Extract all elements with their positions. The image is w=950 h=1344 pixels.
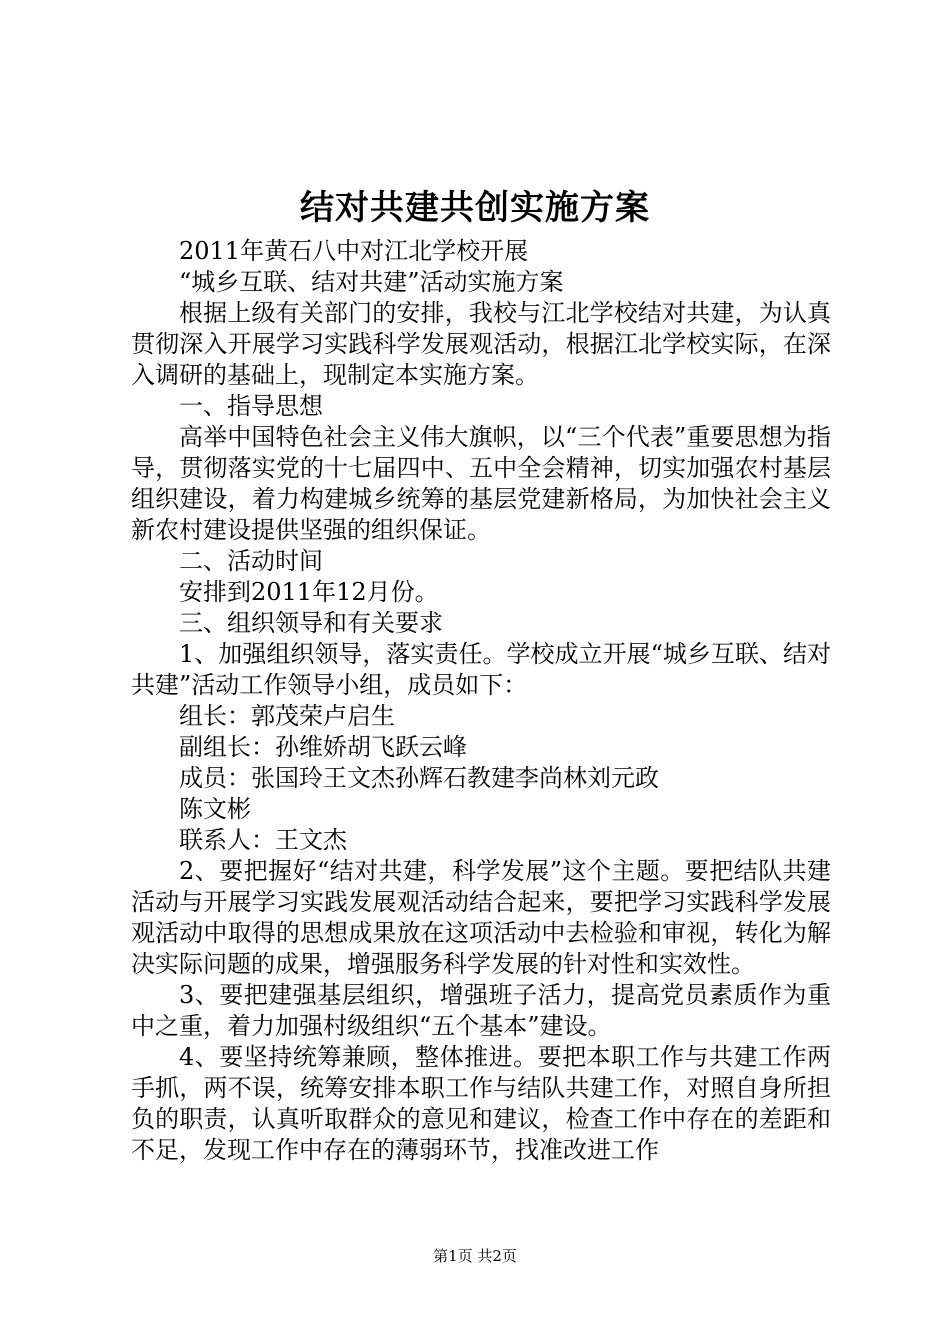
section-heading: 三、组织领导和有关要求 [179, 609, 443, 637]
paragraph: 副组长：孙维娇胡飞跃云峰 [179, 733, 467, 761]
paragraph: 成员：张国玲王文杰孙辉石教建李尚林刘元政 [179, 764, 659, 792]
section-heading: 二、活动时间 [179, 547, 323, 575]
paragraph: 根据上级有关部门的安排，我校与江北学校结对共建，为认真贯彻深入开展学习实践科学发展观活动，根据江北学校实际，在深入调研的基础上，现制定本实施方案。 [131, 299, 831, 389]
paragraph: “城乡互联、结对共建”活动实施方案 [179, 268, 564, 296]
section-heading: 一、指导思想 [179, 392, 323, 420]
paragraph: 高举中国特色社会主义伟大旗帜，以“三个代表”重要思想为指导，贯彻落实党的十七届四中、五中全会精神，切实加强农村基层组织建设，着力构建城乡统筹的基层党建新格局，为加快社会主义新农村建设提供坚强的组织保证。 [131, 423, 831, 544]
paragraph: 陈文彬 [179, 795, 251, 823]
page-footer: 第1页 共2页 [433, 1247, 517, 1265]
paragraph: 组长：郭茂荣卢启生 [179, 702, 395, 730]
paragraph: 1、加强组织领导，落实责任。学校成立开展“城乡互联、结对共建”活动工作领导小组，成员如下： [131, 640, 831, 699]
paragraph: 2011年黄石八中对江北学校开展 [179, 237, 529, 265]
document-title: 结对共建共创实施方案 [300, 188, 650, 228]
paragraph: 3、要把建强基层组织，增强班子活力，提高党员素质作为重中之重，着力加强村级组织“五个基本”建设。 [131, 981, 831, 1040]
document-body [131, 236, 831, 1166]
paragraph: 2、要把握好“结对共建，科学发展”这个主题。要把结队共建活动与开展学习实践发展观活动结合起来，要把学习实践科学发展观活动中取得的思想成果放在这项活动中去检验和审视，转化为解决实际问题的成果，增强服务科学发展的针对性和实效性。 [131, 857, 831, 978]
paragraph: 4、要坚持统筹兼顾，整体推进。要把本职工作与共建工作两手抓，两不误，统筹安排本职工作与结队共建工作，对照自身所担负的职责，认真听取群众的意见和建议，检查工作中存在的差距和不足，发现工作中存在的薄弱环节，找准改进工作 [131, 1043, 831, 1164]
paragraph: 联系人：王文杰 [179, 826, 347, 854]
paragraph: 安排到2011年12月份。 [179, 578, 439, 606]
